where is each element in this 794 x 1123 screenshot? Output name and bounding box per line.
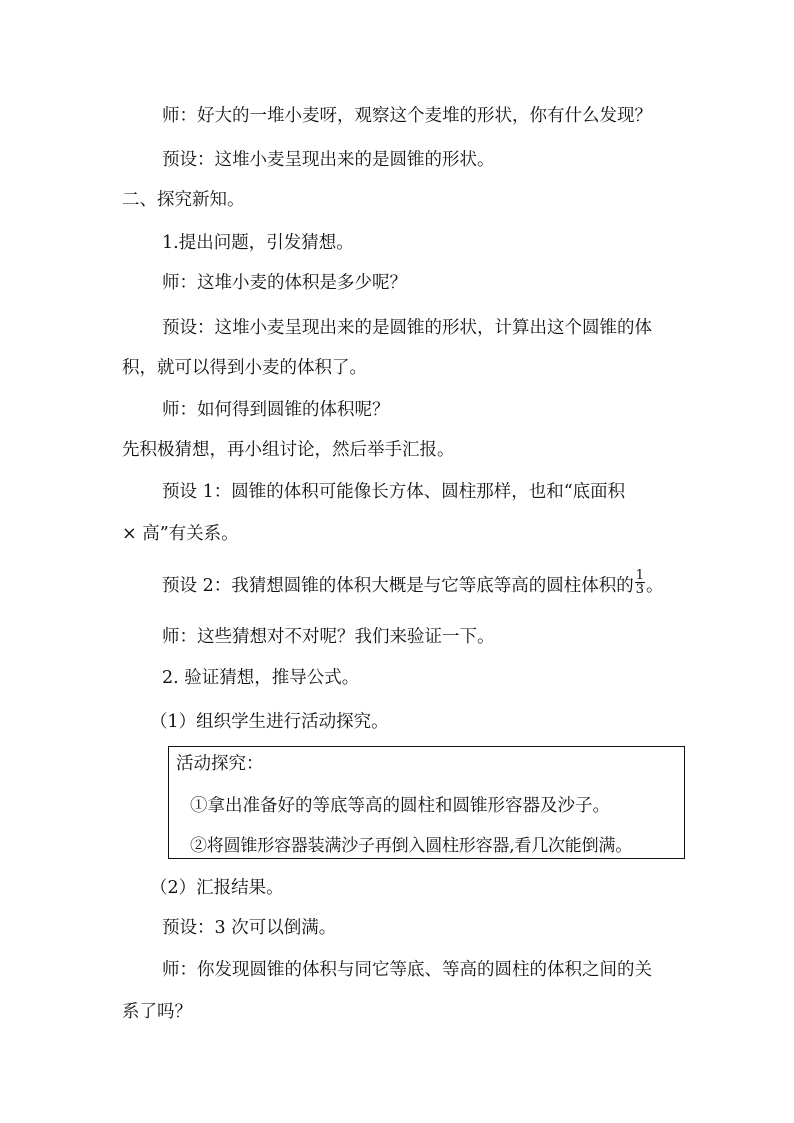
fraction-one-third <box>635 569 645 596</box>
subheading-raise-question: 1.提出问题，引发猜想。 <box>162 233 354 253</box>
section-heading-explore: 二、探究新知。 <box>122 190 245 210</box>
activity-item-2: ②将圆锥形容器装满沙子再倒入圆柱形容器,看几次能倒满。 <box>190 836 633 856</box>
preset2-text: 预设 2：我猜想圆锥的体积大概是与它等底等高的圆柱体积的 <box>162 576 634 596</box>
paragraph-preset-calc-line2: 积，就可以得到小麦的体积了。 <box>122 358 367 378</box>
paragraph-preset-calc-line1: 预设：这堆小麦呈现出来的是圆锥的形状，计算出这个圆锥的体 <box>162 318 652 338</box>
fraction-denominator: 3 <box>635 582 644 597</box>
preset2-end-punct: 。 <box>645 576 664 596</box>
paragraph-teacher-how: 师：如何得到圆锥的体积呢？ <box>162 400 390 420</box>
activity-item-1: ①拿出准备好的等底等高的圆柱和圆锥形容器及沙子。 <box>190 796 610 816</box>
fraction-numerator: 1 <box>635 568 644 583</box>
paragraph-teacher-relation-line1: 师：你发现圆锥的体积与同它等底、等高的圆柱的体积之间的关 <box>162 960 652 980</box>
paragraph-teacher-volume: 师：这堆小麦的体积是多少呢？ <box>162 273 407 293</box>
paragraph-preset-cone-shape: 预设：这堆小麦呈现出来的是圆锥的形状。 <box>162 150 495 170</box>
paragraph-preset1-line1: 预设 1：圆锥的体积可能像长方体、圆柱那样，也和“底面积 <box>162 482 626 502</box>
paragraph-teacher-relation-line2: 系了吗？ <box>122 1002 192 1022</box>
paragraph-teacher-verify: 师：这些猜想对不对呢？我们来验证一下。 <box>162 627 495 647</box>
paragraph-preset2 <box>162 568 664 600</box>
paragraph-guess-discuss: 先积极猜想，再小组讨论，然后举手汇报。 <box>122 440 455 460</box>
paragraph-preset-three-times: 预设：3 次可以倒满。 <box>162 918 337 938</box>
paragraph-teacher-observe: 师：好大的一堆小麦呀，观察这个麦堆的形状，你有什么发现？ <box>162 106 652 126</box>
activity-box-title: 活动探究： <box>176 754 264 774</box>
paragraph-preset1-line2: × 高”有关系。 <box>122 524 239 544</box>
subheading-verify-formula: 2. 验证猜想，推导公式。 <box>162 668 360 688</box>
paragraph-step2: （2）汇报结果。 <box>150 878 284 898</box>
paragraph-step1: （1）组织学生进行活动探究。 <box>150 712 389 732</box>
